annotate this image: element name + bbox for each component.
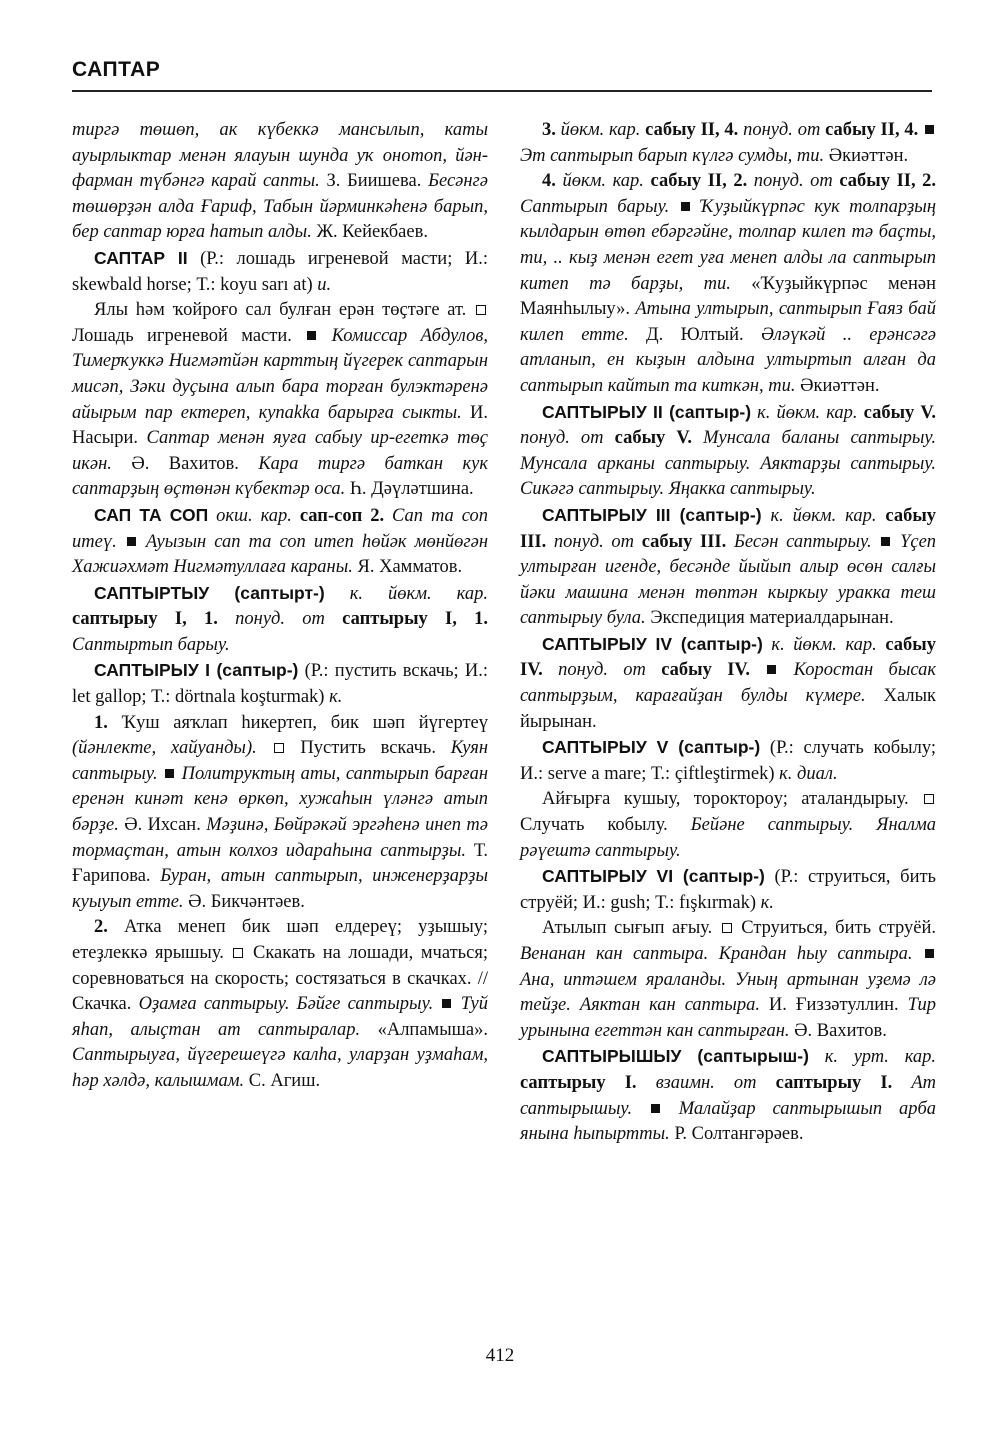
sense-1: 1. Ҡуш аяҡлап һикертеп, бик шәп йүгертеү (йәнлекте, хайуанды). Пустить вскачь. Куян саптырыу. Политруктың аты, саптырып барған еренән кинәт кенә өркөп, хужаһын үләнгә атып бәрҙе. Ә. Ихсан. Мәҙинә, Бөйрәкәй эргәһенә инеп тә тормаҫтан, атын колхоз идараһына саптырҙы. Т. Ғарипова. Буран, атын саптырып, инженерҙарҙы куыуып етте. Ә. Бикчәнтәев. [72,712,489,912]
dictionary-entry-sap-ta-sop: САП ТА СОП окш. кар. сап-соп 2. Сап та соп итеү. Ауызын сап та соп итеп һөйәк мөнйөгән Хажиәхмәт Нигмәтуллаға караны. Я. Хамматов. [72,504,489,578]
dictionary-entry-saptyryu-2: САПТЫРЫУ II (саптыр-) к. йөкм. кар. сабыу V. понуд. от сабыу V. Мунсала баланы саптырыу. Мунсала арканы саптырыу. Аяктарҙы саптырыу. Сикәгә саптырыу. Яңакка саптырыу. [520,401,937,500]
sense-2: 2. Атка менеп бик шәп елдереү; уҙышыу; етеҙлеккә ярышыу. Скакать на лошади, мчаться; соревноваться на скорость; состязаться в скачках. // Скачка. Оҙамға саптырыу. Бәйге саптырыу. Туй яһап, алыҫтан ат саптыралар. «Алпамыша». Саптырыуға, йүгерешеүгә калһа, уларҙан уҙмаһам, һәр хәлдә, калышмам. С. Агиш. [72,917,489,1091]
headword: САПТАР II [94,247,188,268]
page-number: 412 [485,1345,515,1366]
definition: Атылып сығып ағыу. Струиться, бить струёй. Венанан кан саптыра. Крандан һыу саптыра. Ана, иптәшем яраланды. Уның артынан уҙемә лә тейҙе. Аяктан кан саптыра. И. Ғиззәтуллин. Тир урынына егеттән кан саптырған. Ә. Вахитов. [520,918,937,1041]
example-marker-icon [925,125,934,134]
headword: САПТЫРЫУ VI (саптыр-) [542,866,765,887]
example-marker-icon [925,949,934,958]
running-head: САПТАР [72,58,161,81]
dictionary-entry-saptyryu-4: САПТЫРЫУ IV (саптыр-) к. йөкм. кар. сабыу IV. понуд. от сабыу IV. Коростан бысак саптырҙым, карағайҙан булды күмере. Халык йырынан. [520,633,937,732]
dictionary-entry-saptyryu-1: САПТЫРЫУ I (саптыр-) (Р.: пустить вскачь; И.: let gallop; Т.: dörtnala koşturmak) к. [72,660,488,708]
left-column [72,118,488,1095]
example-marker-icon [442,999,451,1008]
example-marker-icon [165,769,174,778]
headword: САПТЫРЫУ V (саптыр-) [542,737,761,758]
sense-4: 4. йөкм. кар. сабыу II, 2. понуд. от сабыу II, 2. Саптырып барыу. Ҡуҙыйкүрпәс кук толпарҙың кылдарын өтөп ебәргәйне, толпар килеп тә баҫты, ти, .. кыҙ менән егет уға менеп алды ла саптырып китеп тә барҙы, ти. «Ҡуҙыйкүрпәс менән Маянһылыу». Атына ултырып, саптырып Ғаяз бай килеп етте. Д. Юлтый. Әләүкәй .. ерәнсәгә атланып, ен кыҙын алдына ултыртып алған да саптырып кайтып та киткән, ти. Әкиәттән. [520,171,937,396]
headword: САП ТА СОП [94,504,209,525]
translation-marker-icon [924,794,934,804]
dictionary-entry-saptyryu-6: САПТЫРЫУ VI (саптыр-) (Р.: струиться, бить струёй; И.: gush; Т.: fışkırmak) к. [520,866,936,913]
example-marker-icon [127,537,136,546]
translation-marker-icon [274,743,284,753]
headword: САПТЫРЫУ I (саптыр-) [94,660,299,681]
definition: Айғырға кушыу, торокторoу; аталандырыу. Случать кобылу. Бейәне саптырыу. Яналма рәүештә саптырыу. [520,789,936,861]
translation-marker-icon [233,948,243,958]
headword: САПТЫРЫУ III (саптыр-) [542,504,762,525]
translation-marker-icon [476,305,486,315]
headword: САПТЫРЫУ IV (саптыр-) [542,633,763,654]
dictionary-entry-saptyryshyu: САПТЫРЫШЫУ (саптырыш-) к. урт. кар. саптырыу I. взаимн. от саптырыу I. Ат саптырышыу. Малайҙар саптырышып арба янына һыпыртты. Р. Солтангәрәев. [520,1046,937,1145]
example-marker-icon [651,1104,660,1113]
right-column [520,118,936,1148]
translation-marker-icon [722,923,732,933]
dictionary-entry-saptar-2: САПТАР II (Р.: лошадь игреневой масти; И.: skewbald horse; Т.: koyu sarı at) и. [72,247,488,295]
example-marker-icon [767,665,776,674]
definition: Ялы һәм ҡойроғо сал булған ерән төҫтәге ат. Лошадь игреневой масти. Комиссар Абдулов, Тимерҡуккә Нигмәтйән карттың йүгерек саптарын мисәп, Зәки дуҫына алып бара торған булэктәренә айырым пар ектереп, куnаkka барырға сыкты. И. Насыри. Саптар менән яуға сабыу ир-егеткә төҫ икән. Ә. Вахитов. Кара тиргә баткан кук саптарҙың өҫтөнән күбектәр оса. Һ. Дәүләтшина. [72,300,489,500]
dictionary-entry-saptyrtyu: САПТЫРТЫУ (саптырт-) к. йөкм. кар. саптырыу I, 1. понуд. от саптырыу I, 1. Саптыртып барыу. [72,582,489,655]
entry-continuation: тиргә төшөп, ак күбеккә мансылып, каты ауырлыктар менән ялауын шунда уҡ онотоп, йән-фарман түбәнгә карай сапты. З. Биишева. Бесәнгә төшөрҙән алда Ғариф, Табын йәрминкәһенә барып, бер саптар юрға һатып алды. Ж. Кейекбаев. [72,120,488,243]
example-marker-icon [881,537,890,546]
headword: САПТЫРТЫУ (саптырт-) [94,582,325,603]
example-marker-icon [681,202,690,211]
headword: САПТЫРЫШЫУ (саптырыш-) [542,1046,809,1067]
dictionary-entry-saptyryu-5: САПТЫРЫУ V (саптыр-) (Р.: случать кобылу; И.: serve a mare; Т.: çiftleştirmek) к. диал. [520,737,936,784]
headword: САПТЫРЫУ II (саптыр-) [542,401,752,422]
dictionary-entry-saptyryu-3: САПТЫРЫУ III (саптыр-) к. йөкм. кар. сабыу III. понуд. от сабыу III. Бесән саптырыу. Үҫеп ултырған игенде, бесәнде йыйып алыр өсөн салғы йәки машина менән төптән кыркыу уракка теш саптырыу була. Экспедиция материалдарынан. [520,504,937,629]
example-marker-icon [307,331,316,340]
header-rule [72,90,932,92]
sense-3: 3. йөкм. кар. сабыу II, 4. понуд. от сабыу II, 4. Эт саптырып барып күлгә сумды, ти. Әкиәттән. [520,118,936,169]
